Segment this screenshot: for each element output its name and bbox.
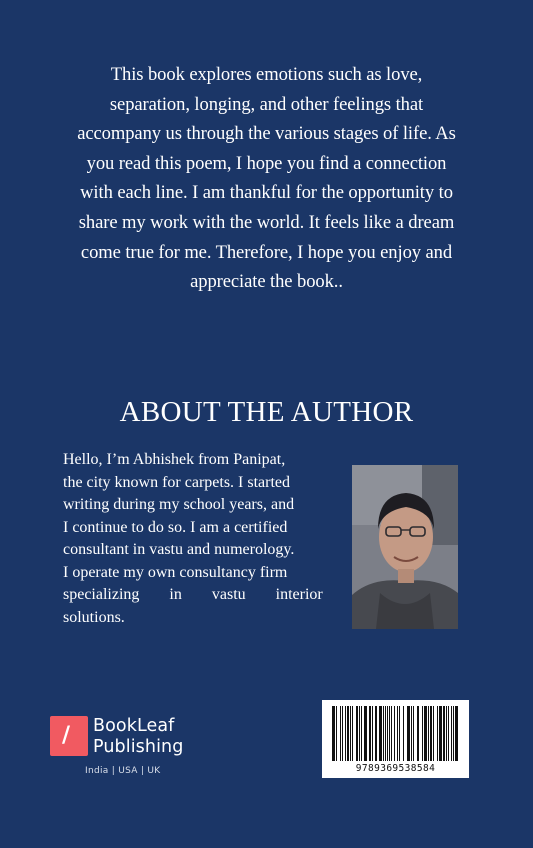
- barcode-bar: [453, 706, 454, 761]
- barcode-bar: [345, 706, 346, 761]
- barcode-bar: [413, 706, 414, 761]
- barcode-bar: [340, 706, 341, 761]
- barcode-bar: [342, 706, 343, 761]
- blurb-line: appreciate the book..: [190, 271, 343, 293]
- barcode-bar: [417, 706, 419, 761]
- barcode-bar: [391, 706, 392, 761]
- bio-line: I operate my own consultancy firm: [63, 563, 288, 581]
- publisher-name-line2: Publishing: [93, 737, 184, 757]
- barcode-bar: [446, 706, 447, 761]
- bio-line: Hello, I’m Abhishek from Panipat,: [63, 451, 286, 468]
- barcode-bar: [451, 706, 452, 761]
- barcode-bar: [411, 706, 412, 761]
- blurb-line: separation, longing, and other feelings that: [109, 93, 424, 115]
- blurb-line: accompany us through the various stages of life. As: [77, 123, 456, 145]
- barcode-bar: [422, 706, 423, 761]
- barcode-bar: [361, 706, 362, 761]
- blurb-line: you read this poem, I hope you find a connection: [86, 152, 447, 174]
- bio-line: consultant in vastu and numerology.: [63, 541, 295, 558]
- barcode-bar: [443, 706, 445, 761]
- publisher-regions: India | USA | UK: [85, 766, 161, 776]
- barcode-bar: [394, 706, 395, 761]
- barcode-bar: [375, 706, 377, 761]
- barcode-bar: [364, 706, 367, 761]
- bio-line: the city known for carpets. I started: [63, 473, 291, 491]
- author-portrait-image: [352, 465, 458, 629]
- isbn-barcode: [322, 700, 469, 778]
- blurb-line: share my work with the world. It feels like a dream: [78, 211, 455, 233]
- author-photo: [352, 465, 458, 629]
- isbn-number: 9789369538584: [355, 763, 436, 774]
- barcode-bar: [385, 706, 386, 761]
- barcode-bar: [383, 706, 384, 761]
- barcode-bar: [437, 706, 438, 761]
- barcode-bar: [350, 706, 351, 761]
- barcode-bar: [424, 706, 427, 761]
- barcode-bar: [439, 706, 442, 761]
- bio-line: solutions.: [63, 608, 125, 626]
- barcode-bar: [356, 706, 358, 761]
- barcode-bar: [407, 706, 410, 761]
- barcode-bar: [428, 706, 429, 761]
- barcode-bar: [389, 706, 390, 761]
- barcode-bar: [403, 706, 404, 761]
- publisher-name-line1: BookLeaf: [93, 716, 175, 736]
- publisher-logo: [50, 716, 240, 786]
- barcode-bar: [369, 706, 371, 761]
- blurb-line: This book explores emotions such as love,: [110, 64, 423, 85]
- barcode-bar: [372, 706, 373, 761]
- barcode-bar: [387, 706, 388, 761]
- author-bio: [63, 449, 329, 629]
- bio-line: I continue to do so. I am a certified: [63, 518, 288, 536]
- barcode-bar: [332, 706, 335, 761]
- bio-line: specializing in vastu interior: [63, 586, 323, 603]
- barcode-bar: [433, 706, 434, 761]
- barcode-bar: [399, 706, 400, 761]
- barcode-bar: [352, 706, 353, 761]
- slash-glyph: /: [62, 723, 71, 748]
- barcode-bar: [397, 706, 398, 761]
- barcode-bar: [448, 706, 449, 761]
- barcode-bar: [336, 706, 337, 761]
- publisher-mark-icon: [50, 716, 88, 756]
- barcode-bar: [430, 706, 432, 761]
- bio-line: writing during my school years, and: [63, 496, 295, 513]
- blurb-line: with each line. I am thankful for the opportunity to: [80, 182, 453, 204]
- barcode-bar: [347, 706, 349, 761]
- blurb-line: come true for me. Therefore, I hope you enjoy and: [80, 241, 453, 263]
- barcode-bar: [359, 706, 360, 761]
- book-blurb: [70, 60, 463, 297]
- about-author-heading: ABOUT THE AUTHOR: [119, 396, 414, 428]
- barcode-bar: [379, 706, 382, 761]
- barcode-bar: [455, 706, 458, 761]
